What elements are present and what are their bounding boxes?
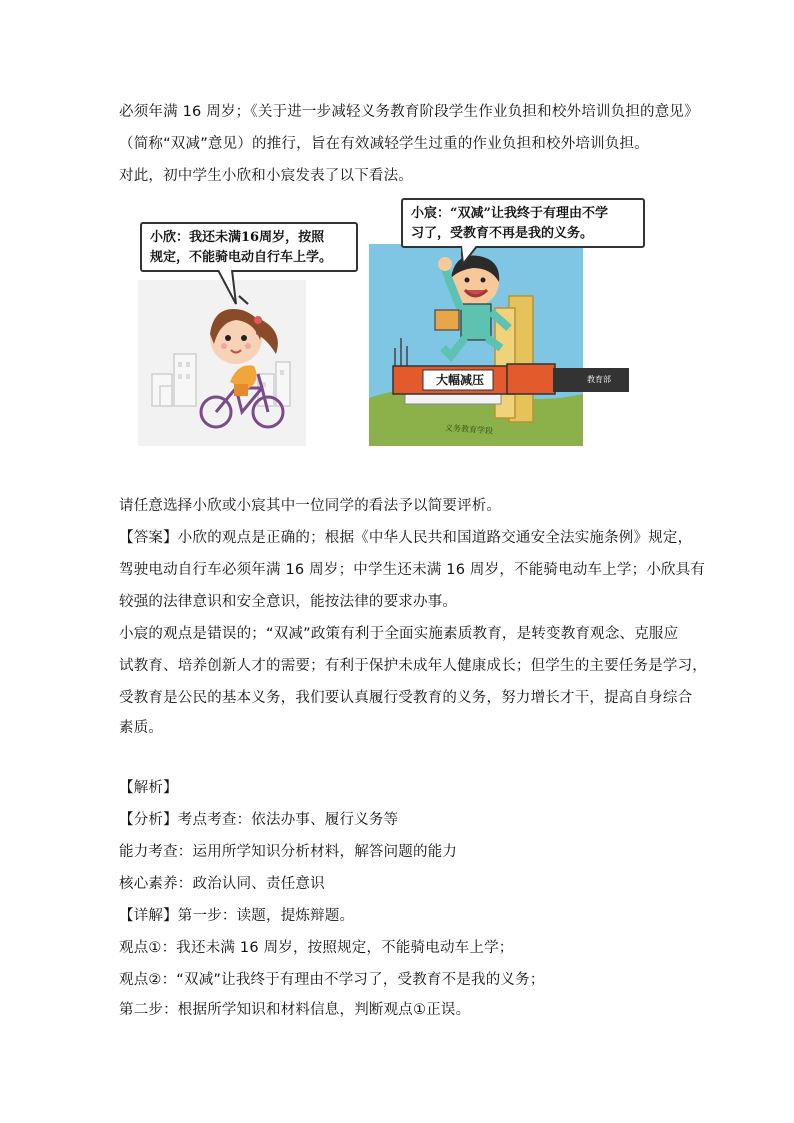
bubble-tail [461, 246, 491, 266]
answer-line-7: 素质。 [119, 720, 164, 736]
analysis-line-4: 【详解】第一步：读题，提炼辩题。 [119, 908, 355, 924]
xiaoxin-speech-bubble [140, 222, 358, 272]
text-line-3: 对此，初中学生小欣和小宸发表了以下看法。 [119, 168, 413, 184]
xiaochen-bubble-line-1: 小宸：“双减”让我终于有理由不学 [411, 206, 608, 221]
analysis-line-2: 能力考查：运用所学知识分析材料，解答问题的能力 [119, 844, 458, 860]
answer-line-1: 【答案】小欣的观点是正确的；根据《中华人民共和国道路交通安全法实施条例》规定， [119, 530, 693, 546]
ground-label: 义务教育学段 [444, 423, 494, 436]
analysis-line-3: 核心素养：政治认同、责任意识 [119, 876, 325, 892]
xiaochen-bubble-line-2: 习了，受教育不再是我的义务。 [411, 226, 594, 241]
banner-label: 大幅减压 [435, 373, 484, 387]
answer-line-2: 驾驶电动自行车必须年满 16 周岁；中学生还未满 16 周岁，不能骑电动车上学；小欣具有 [119, 562, 706, 578]
answer-line-6: 受教育是公民的基本义务，我们要认真履行受教育的义务，努力增长才干，提高自身综合 [119, 690, 693, 706]
answer-line-4: 小宸的观点是错误的；“双减”政策有利于全面实施素质教育，是转变教育观念、克服应 [119, 626, 679, 642]
answer-line-5: 试教育、培养创新人才的需要；有利于保护未成年人健康成长；但学生的主要任务是学习， [119, 658, 707, 674]
xiaoxin-bubble-line-2: 规定，不能骑电动自行车上学。 [150, 250, 333, 265]
analysis-line-7: 第二步：根据所学知识和材料信息，判断观点①正误。 [119, 1002, 471, 1018]
sleeve-label: 教育部 [587, 375, 611, 384]
analysis-line-1: 【分析】考点考查：依法办事、履行义务等 [119, 812, 399, 828]
question-line: 请任意选择小欣或小宸其中一位同学的看法予以简要评析。 [119, 498, 502, 514]
figure-xiaochen [369, 198, 651, 448]
xiaoxin-bubble-line-1: 小欣：我还未满16周岁，按照 [150, 230, 325, 245]
figure-xiaoxin [138, 222, 333, 446]
text-line-2: （简称“双减”意见）的推行，旨在有效减轻学生过重的作业负担和校外培训负担。 [119, 136, 649, 152]
answer-line-3: 较强的法律意识和安全意识，能按法律的要求办事。 [119, 594, 458, 610]
analysis-line-5: 观点①：我还未满 16 周岁，按照规定，不能骑电动车上学； [119, 940, 514, 956]
bubble-tail [218, 270, 248, 306]
analysis-heading: 【解析】 [119, 780, 178, 796]
xiaochen-speech-bubble [401, 198, 645, 248]
text-line-1: 必须年满 16 周岁；《关于进一步减轻义务教育阶段学生作业负担和校外培训负担的意见》 [119, 104, 699, 120]
analysis-line-6: 观点②：“双减”让我终于有理由不学习了，受教育不是我的义务； [119, 972, 545, 988]
